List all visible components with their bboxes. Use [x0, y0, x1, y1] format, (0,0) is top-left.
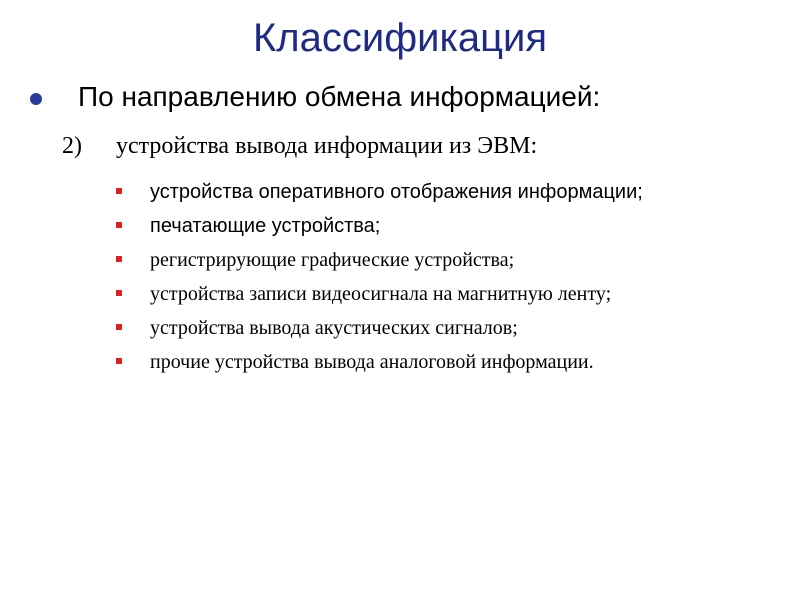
list-item: [112, 316, 792, 341]
square-bullet-icon: [116, 256, 122, 262]
square-bullet-icon: [116, 358, 122, 364]
device-list: [112, 180, 792, 375]
level2-number: 2): [62, 133, 82, 159]
slide-title: Классификация: [252, 16, 548, 60]
list-item: [112, 248, 792, 273]
list-item-text: регистрирующие графические устройства;: [150, 249, 515, 271]
list-item-text: устройства оперативного отображения информации;: [150, 181, 643, 203]
list-item: [112, 350, 792, 375]
square-bullet-icon: [116, 222, 122, 228]
square-bullet-icon: [116, 290, 122, 296]
list-item-text: прочие устройства вывода аналоговой информации.: [150, 351, 594, 373]
list-item: [112, 180, 792, 205]
square-bullet-icon: [116, 324, 122, 330]
list-item: [112, 282, 792, 307]
level1-text: По направлению обмена информацией:: [78, 81, 601, 112]
list-item-text: устройства записи видеосигнала на магнитную ленту;: [150, 283, 612, 305]
list-item: [112, 214, 792, 239]
level2-text: устройства вывода информации из ЭВМ:: [116, 133, 538, 159]
list-item-text: печатающие устройства;: [150, 215, 381, 237]
square-bullet-icon: [116, 188, 122, 194]
list-item-text: устройства вывода акустических сигналов;: [150, 317, 518, 339]
round-bullet-icon: [30, 93, 42, 105]
